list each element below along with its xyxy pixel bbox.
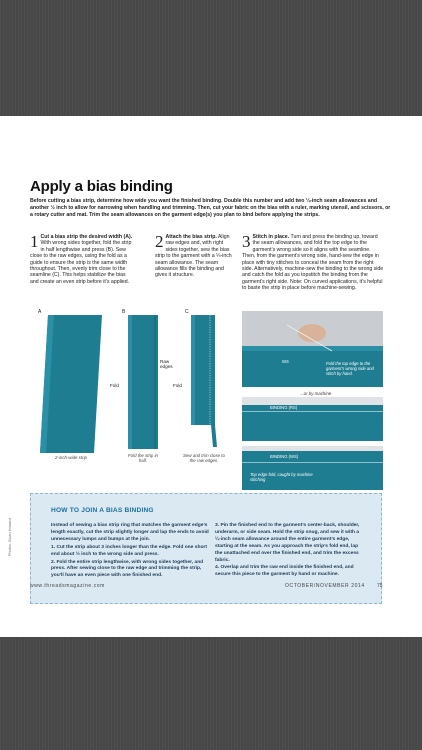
step-body: With wrong sides together, fold the strip in half lengthwise and press (B). Sew close to the raw edges, using the fold as a guide to ensure the strip is the same width throughout. Then, evenly trim close to the seamline (C). This helps stabilize the bias and create an even strip before it’s applied. [30,240,132,285]
magazine-page[interactable] [0,116,422,637]
step-heading: Cut a bias strip the desired width (A). [40,234,133,240]
step-number: 3 [242,232,251,251]
figure-c-caption: Sew and trim close to the raw edges. [183,453,225,463]
step-heading: Attach the bias strip. [165,234,217,240]
sidebar-title: HOW TO JOIN A BIAS BINDING [51,507,154,514]
sidebar-right-column [215,523,365,580]
topedge-note: Top edge fold, caught by machine stitching [250,472,313,482]
photo-hand-stitching [242,311,383,387]
sewn-strip-illustration-c [191,315,217,447]
photo-ws-seamline [242,462,383,463]
figure-a-letter: A [38,309,42,315]
figure-b-raw-label: Raw edges [160,359,173,369]
step-body: Align raw edges and, with right sides together, sew the bias strip to the garment with a ¼-inch seam allowance. The seam allowance fills the binding and gives it structure. [155,234,232,279]
footer-issue: OCTOBER/NOVEMBER 2014 [285,583,365,589]
folded-strip-illustration-b [128,315,158,449]
ws-label: WS [282,359,289,364]
sidebar-item: 2. Fold the entire strip lengthwise, with wrong sides together, and press. After sewing close to the raw edge and trimming the strip, you’ll have an even piece with one finished end. [51,559,204,579]
figure-a-caption: 2-inch-wide strip [55,455,87,460]
bottom-toolbar-area [0,637,422,750]
by-machine-label: ...or by machine [300,391,332,396]
sidebar-item: 3. Pin the finished end to the garment’s center-back, shoulder, underarm, or side seam. Hold the strip snug, and sew it with a ¼-inch seam allowance around the entire garment’s edge, starting at the seam. As you approach the strip’s fold end, lap the unattached end over the finished end, and trim the excess fabric. [215,523,360,563]
hand-stitch-note: Fold the top edge to the garment’s wrong side and stitch by hand. [326,361,374,376]
footer-site: www.threadsmagazine.com [30,583,105,589]
article-title: Apply a bias binding [30,178,173,195]
binding-rs-label: BINDING (RS) [270,405,298,410]
article-intro: Before cutting a bias strip, determine how wide you want the finished binding. Double this number and add two ¼-inch seam allowances and another ½ inch to allow for narrowing when handling and trimming. Then, cut your fabric on the bias with a ruler, marking utensil, and scissors, or a rotary cutter and mat. Trim the seam allowances on the garment edge(s) you plan to bind before applying the strips. [30,198,391,219]
photo-binding-ws [242,446,383,490]
step-body: Turn and press the binding up, toward the seam allowances, and fold the top edge to the garment’s wrong side so it aligns with the seamline. Then, from the garment’s wrong side, hand-sew the edge in place with tiny stitches to conceal the seam from the right side. Alternatively, machine-sew the binding to the wrong side and catch the fold as you topstitch the binding from the garment’s right side. Note: On curved applications, it’s helpful to baste the strip in place before machine-sewing. [242,234,384,292]
figure-b-caption: Fold the strip in half. [127,453,159,463]
sidebar-item: 4. Overlap and trim the raw end inside the finished end, and secure this piece to the garment by hand or machine. [215,565,354,578]
sidebar-intro: Instead of sewing a bias strip ring that matches the garment edge’s length exactly, cut the strip slightly longer and lap the ends to avoid unnecessary lumps and bumps at the join. [51,523,209,542]
sidebar-item: 1. Cut the strip about 3 inches longer than the edge. Fold one short end about ½ inch to the wrong side and press. [51,544,207,557]
top-toolbar-area [0,0,422,116]
page-number: 75 [377,583,383,589]
figure-c-fold-label: Fold [173,383,182,388]
photo-binding-rs [242,397,383,441]
step-heading: Stitch in place. [252,234,290,240]
figure-b-letter: B [122,309,126,315]
photo-credit: Photos: Sloan Howard [8,518,12,556]
step-number: 2 [155,232,164,251]
bias-strip-illustration-a [40,315,102,453]
figure-c-letter: C [185,309,189,315]
figure-b-fold-label: Fold [110,383,119,388]
photo-ws-top-strip [242,446,383,451]
binding-ws-label: BINDING (WS) [270,454,299,459]
photo-rs-top-strip [242,397,383,405]
photo-rs-seamline [242,411,383,412]
step-number: 1 [30,232,39,251]
step-1 [30,234,134,285]
step-3 [242,234,384,292]
step-2 [155,234,233,279]
sidebar-left-column [51,523,209,581]
